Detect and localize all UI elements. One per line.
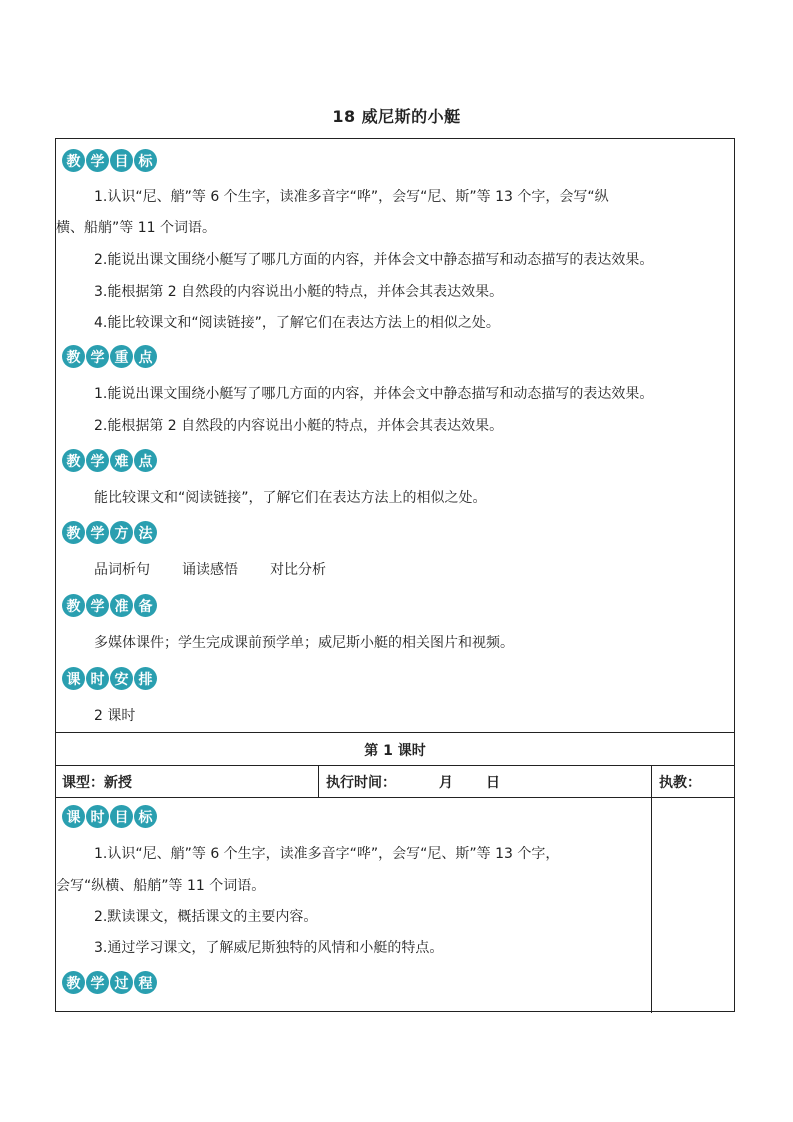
badge-char: 程 bbox=[134, 971, 157, 994]
section-badge-lesson-objectives bbox=[62, 805, 157, 828]
section-badge-difficulties bbox=[62, 449, 157, 472]
key-point-line: 1.能说出课文围绕小艇写了哪几方面的内容，并体会文中静态描写和动态描写的表达效果。 bbox=[94, 386, 654, 402]
objective-line: 1.认识“尼、艄”等 6 个生字，读准多音字“哗”，会写“尼、斯”等 13 个字，会写“纵 bbox=[94, 189, 609, 205]
lesson-objective-line: 2.默读课文，概括课文的主要内容。 bbox=[94, 909, 318, 925]
badge-char: 点 bbox=[134, 449, 157, 472]
badge-char: 安 bbox=[110, 667, 133, 690]
badge-char: 学 bbox=[86, 345, 109, 368]
teacher-label: 执教： bbox=[659, 775, 701, 791]
day-label: 日 bbox=[486, 775, 500, 791]
preparation-line: 多媒体课件；学生完成课前预学单；威尼斯小艇的相关图片和视频。 bbox=[94, 635, 514, 651]
badge-char: 过 bbox=[110, 971, 133, 994]
lesson-objective-line: 1.认识“尼、艄”等 6 个生字，读准多音字“哗”，会写“尼、斯”等 13 个字， bbox=[94, 846, 560, 862]
badge-char: 教 bbox=[62, 594, 85, 617]
lesson-objective-line: 3.通过学习课文，了解威尼斯独特的风情和小艇的特点。 bbox=[94, 940, 444, 956]
section-badge-objectives bbox=[62, 149, 157, 172]
badge-char: 时 bbox=[86, 667, 109, 690]
section-badge-schedule bbox=[62, 667, 157, 690]
badge-char: 学 bbox=[86, 594, 109, 617]
difficulty-line: 能比较课文和“阅读链接”，了解它们在表达方法上的相似之处。 bbox=[94, 490, 487, 506]
method-item: 诵读感悟 bbox=[182, 562, 238, 578]
badge-char: 教 bbox=[62, 521, 85, 544]
badge-char: 学 bbox=[86, 521, 109, 544]
badge-char: 目 bbox=[110, 149, 133, 172]
badge-char: 学 bbox=[86, 449, 109, 472]
badge-char: 课 bbox=[62, 667, 85, 690]
section-badge-key-points bbox=[62, 345, 157, 368]
schedule-line: 2 课时 bbox=[94, 708, 136, 724]
section-badge-preparation bbox=[62, 594, 157, 617]
badge-char: 备 bbox=[134, 594, 157, 617]
section-badge-process bbox=[62, 971, 157, 994]
badge-char: 方 bbox=[110, 521, 133, 544]
row-divider bbox=[56, 765, 734, 766]
badge-char: 教 bbox=[62, 449, 85, 472]
badge-char: 点 bbox=[134, 345, 157, 368]
badge-char: 教 bbox=[62, 345, 85, 368]
badge-char: 时 bbox=[86, 805, 109, 828]
row-divider bbox=[56, 797, 734, 798]
objective-line: 2.能说出课文围绕小艇写了哪几方面的内容，并体会文中静态描写和动态描写的表达效果。 bbox=[94, 252, 654, 268]
lesson-plan-table bbox=[55, 138, 735, 1012]
methods-list bbox=[94, 560, 358, 580]
execution-time-label: 执行时间： bbox=[326, 775, 396, 791]
lesson-header: 第 1 课时 bbox=[364, 743, 426, 759]
badge-char: 标 bbox=[134, 149, 157, 172]
objective-line: 3.能根据第 2 自然段的内容说出小艇的特点，并体会其表达效果。 bbox=[94, 284, 504, 300]
column-divider bbox=[318, 765, 319, 797]
row-divider bbox=[56, 732, 734, 733]
badge-char: 课 bbox=[62, 805, 85, 828]
badge-char: 学 bbox=[86, 971, 109, 994]
section-badge-methods bbox=[62, 521, 157, 544]
badge-char: 教 bbox=[62, 149, 85, 172]
method-item: 对比分析 bbox=[270, 562, 326, 578]
lesson-type: 课型：新授 bbox=[62, 775, 132, 791]
badge-char: 目 bbox=[110, 805, 133, 828]
lesson-objective-line: 会写“纵横、船艄”等 11 个词语。 bbox=[56, 878, 266, 894]
key-point-line: 2.能根据第 2 自然段的内容说出小艇的特点，并体会其表达效果。 bbox=[94, 418, 504, 434]
objective-line: 横、船艄”等 11 个词语。 bbox=[56, 220, 216, 236]
badge-char: 准 bbox=[110, 594, 133, 617]
badge-char: 学 bbox=[86, 149, 109, 172]
objective-line: 4.能比较课文和“阅读链接”，了解它们在表达方法上的相似之处。 bbox=[94, 315, 500, 331]
document-title: 18 威尼斯的小艇 bbox=[332, 107, 461, 126]
badge-char: 标 bbox=[134, 805, 157, 828]
badge-char: 教 bbox=[62, 971, 85, 994]
column-divider bbox=[651, 765, 652, 1013]
badge-char: 重 bbox=[110, 345, 133, 368]
badge-char: 排 bbox=[134, 667, 157, 690]
method-item: 品词析句 bbox=[94, 562, 150, 578]
month-label: 月 bbox=[439, 775, 453, 791]
badge-char: 难 bbox=[110, 449, 133, 472]
badge-char: 法 bbox=[134, 521, 157, 544]
